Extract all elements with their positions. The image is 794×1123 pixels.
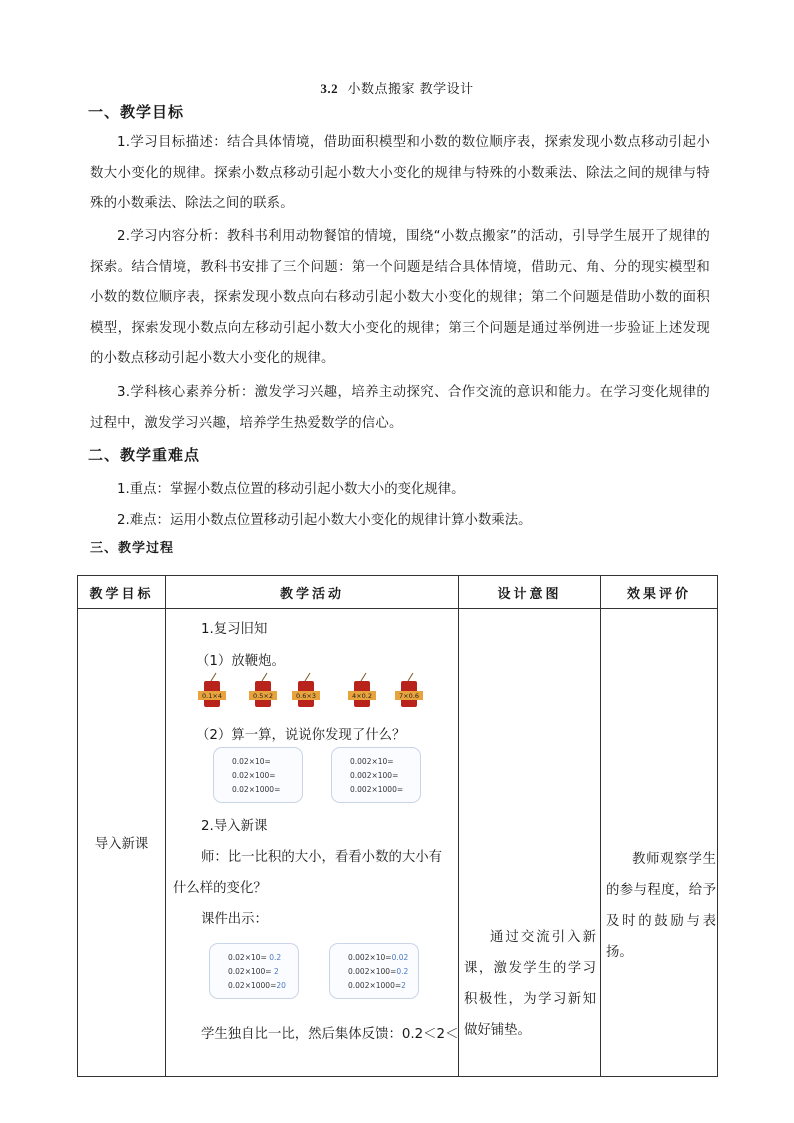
keypoint-difficulty: 2.难点：运用小数点位置移动引起小数大小变化的规律计算小数乘法。 [117,513,532,528]
goal-paragraph-2: 2.学习内容分析：教科书利用动物餐馆的情境，围绕“小数点搬家”的活动，引导学生展开了规律的探索。结合情境，教科书安排了三个问题：第一个问题是结合具体情境，借助元、角、分的现实模型和小数的数位顺序表，探索发现小数点向右移动引起小数大小变化的规律；第二个问题是借助小数的面积模型，探索发现小数点向左移动引起小数大小变化的规律；第三个问题是通过举例进一步验证上述发现的小数点移动引起小数大小变化的规律。 [90,229,710,366]
teacher-prompt-line-2: 什么样的变化？ [173,881,267,896]
activity-cell [166,609,459,1077]
firecracker-icon [198,673,226,707]
process-table [77,575,718,1077]
firecracker-icon [249,673,277,707]
firecracker-label: 0.5×2 [253,692,273,700]
firecracker-step: （1）放鞭炮。 [196,654,285,669]
answer-line: 0.002×100=0.2 [348,967,409,976]
exercise-line: 0.002×10= [350,757,394,766]
evaluation-text: 教师观察学生的参与程度，给予及时的鼓励与表扬。 [606,852,716,960]
firecracker-row [196,671,436,709]
title-number: 3.2 [320,81,339,96]
firecracker-icon [292,673,320,707]
feedback-line: 学生独自比一比，然后集体反馈：0.2＜2＜ [201,1027,459,1042]
answer-line: 0.02×10= 0.2 [228,953,282,962]
keypoint-focus: 1.重点：掌握小数点位置的移动引起小数大小的变化规律。 [117,482,465,497]
answer-line: 0.02×100= 2 [228,967,279,976]
firecracker-label: 4×0.2 [352,692,372,700]
firecracker-label: 7×0.6 [399,692,419,700]
goal-paragraph-3: 3.学科核心素养分析：激发学习兴趣，培养主动探究、合作交流的意识和能力。在学习变化规律的过程中，激发学习兴趣，培养学生热爱数学的信心。 [90,385,710,431]
firecracker-label: 0.1×4 [202,692,222,700]
exercise-line: 0.002×1000= [350,785,404,794]
table-header-row [78,576,718,609]
exercise-line: 0.02×10= [232,757,271,766]
exercise-box-2 [331,747,421,803]
section-heading-keypoints: 二、教学重难点 [88,446,201,464]
firecracker-icon [395,673,423,707]
header-activity: 教学活动 [166,576,459,609]
header-intent: 设计意图 [459,576,601,609]
answer-box-2 [329,943,419,999]
intent-cell [459,609,601,1077]
calculate-step: （2）算一算，说说你发现了什么？ [196,728,406,743]
firecracker-icon [348,673,376,707]
exercise-box-1 [213,747,303,803]
header-evaluation: 效果评价 [601,576,718,609]
goal-label: 导入新课 [94,837,149,852]
table-row [78,609,718,1077]
exercise-line: 0.002×100= [350,771,399,780]
answer-box-1 [209,943,299,999]
header-goal: 教学目标 [78,576,166,609]
title-text: 小数点搬家 教学设计 [347,82,474,97]
firecracker-label: 0.6×3 [296,692,316,700]
review-heading: 1.复习旧知 [201,622,268,637]
section-heading-process: 三、教学过程 [90,541,175,556]
evaluation-cell [601,609,718,1077]
page-title [0,78,794,97]
section-heading-goals: 一、教学目标 [88,103,185,121]
answer-line: 0.02×1000=20 [228,981,286,990]
intro-heading: 2.导入新课 [201,819,268,834]
teacher-prompt-line-1: 师：比一比积的大小，看看小数的大小有 [201,850,443,865]
goal-cell [78,609,166,1077]
answer-line: 0.002×10=0.02 [348,953,409,962]
intent-text: 通过交流引入新课，激发学生的学习积极性，为学习新知做好铺垫。 [464,930,596,1038]
answer-line: 0.002×1000=2 [348,981,406,990]
goal-paragraph-1: 1.学习目标描述：结合具体情境，借助面积模型和小数的数位顺序表，探索发现小数点移动引起小数大小变化的规律。探索小数点移动引起小数大小变化的规律与特殊的小数乘法、除法之间的规律与特殊的小数乘法、除法之间的联系。 [90,135,710,211]
exercise-line: 0.02×100= [232,771,276,780]
courseware-label: 课件出示： [201,912,268,927]
exercise-line: 0.02×1000= [232,785,281,794]
